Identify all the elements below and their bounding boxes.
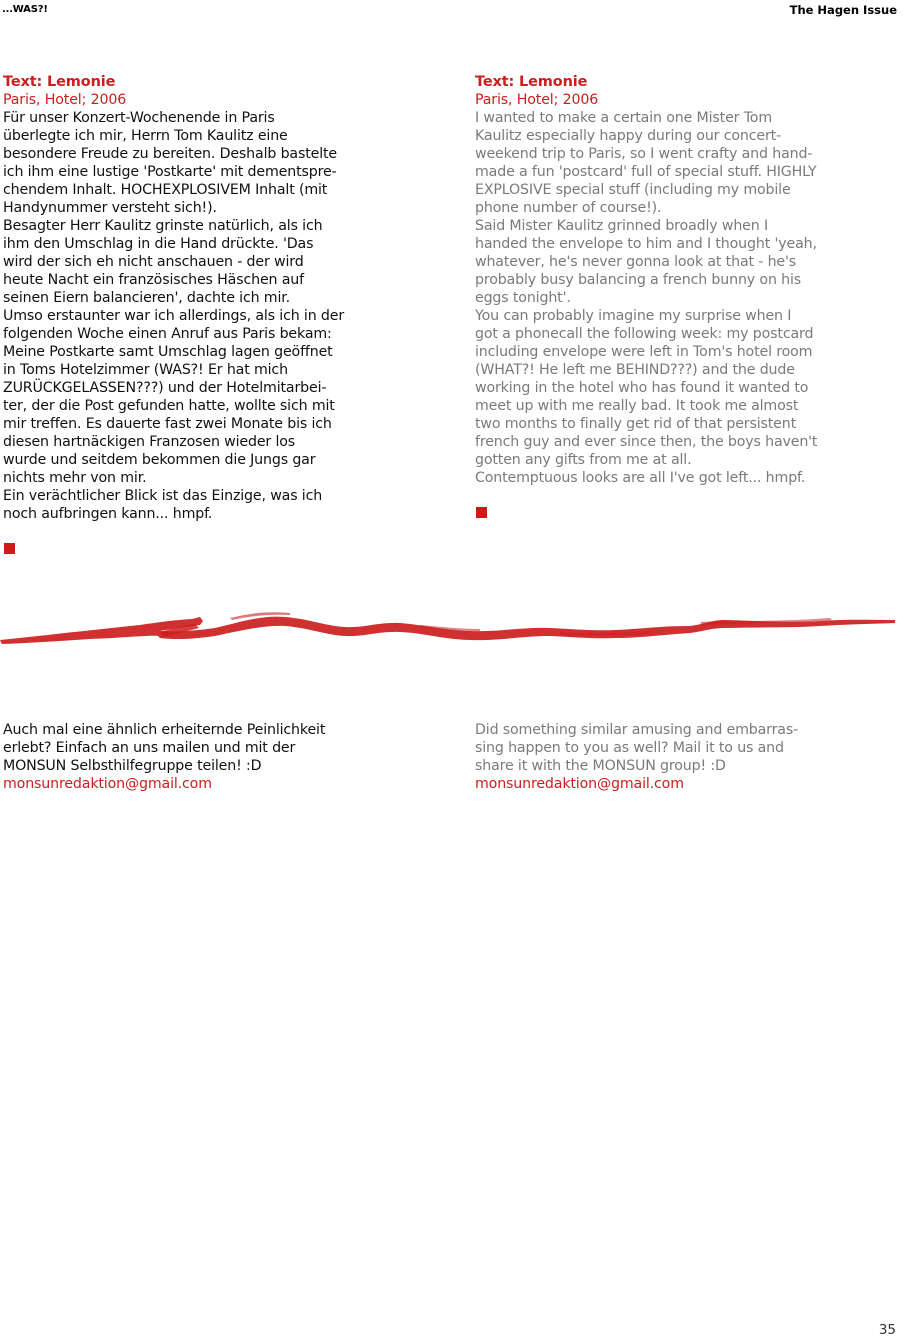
page-number: 35 bbox=[878, 1322, 896, 1338]
brush-stroke-divider bbox=[0, 598, 900, 646]
text-line: Umso erstaunter war ich allerdings, als ich in der bbox=[3, 308, 345, 324]
text-line: sing happen to you as well? Mail it to us and bbox=[475, 740, 784, 756]
text-line: whatever, he's never gonna look at that - he's bbox=[475, 254, 796, 270]
text-line: (WHAT?! He left me BEHIND???) and the dude bbox=[475, 362, 795, 378]
text-line: french guy and ever since then, the boys haven't bbox=[475, 434, 818, 450]
text-line: gotten any gifts from me at all. bbox=[475, 452, 692, 468]
text-line: mir treffen. Es dauerte fast zwei Monate bis ich bbox=[3, 416, 332, 432]
german-article bbox=[3, 73, 423, 523]
text-line: besondere Freude zu bereiten. Deshalb bastelte bbox=[3, 146, 337, 162]
text-line: noch aufbringen kann... hmpf. bbox=[3, 506, 213, 522]
text-line: chendem Inhalt. HOCHEXPLOSIVEM Inhalt (mit bbox=[3, 182, 328, 198]
text-line: Meine Postkarte samt Umschlag lagen geöffnet bbox=[3, 344, 333, 360]
text-line: got a phonecall the following week: my postcard bbox=[475, 326, 814, 342]
text-line: ich ihm eine lustige 'Postkarte' mit dementspre- bbox=[3, 164, 337, 180]
english-body bbox=[475, 109, 895, 487]
text-line: I wanted to make a certain one Mister Tom bbox=[475, 110, 772, 126]
german-call-to-action bbox=[3, 721, 423, 793]
text-line: überlegte ich mir, Herrn Tom Kaulitz eine bbox=[3, 128, 288, 144]
text-line: handed the envelope to him and I thought 'yeah, bbox=[475, 236, 817, 252]
text-line: two months to finally get rid of that persistent bbox=[475, 416, 797, 432]
english-call-to-action bbox=[475, 721, 895, 793]
text-line: ter, der die Post gefunden hatte, wollte sich mit bbox=[3, 398, 335, 414]
english-end-marker bbox=[476, 507, 487, 518]
text-line: MONSUN Selbsthilfegruppe teilen! :D bbox=[3, 758, 262, 774]
text-line: phone number of course!). bbox=[475, 200, 662, 216]
german-cta-text bbox=[3, 721, 423, 775]
text-line: Did something similar amusing and embarras- bbox=[475, 722, 799, 738]
german-author: Text: Lemonie bbox=[3, 74, 116, 90]
text-line: wurde und seitdem bekommen die Jungs gar bbox=[3, 452, 316, 468]
text-line: probably busy balancing a french bunny on his bbox=[475, 272, 802, 288]
text-line: made a fun 'postcard' full of special stuff. HIGHLY bbox=[475, 164, 817, 180]
text-line: ihm den Umschlag in die Hand drückte. 'Das bbox=[3, 236, 314, 252]
text-line: You can probably imagine my surprise when I bbox=[475, 308, 792, 324]
issue-title: The Hagen Issue bbox=[789, 3, 897, 17]
text-line: heute Nacht ein französisches Häschen auf bbox=[3, 272, 304, 288]
english-email-link[interactable]: monsunredaktion@gmail.com bbox=[475, 776, 684, 792]
english-article bbox=[475, 73, 895, 487]
english-place-date: Paris, Hotel; 2006 bbox=[475, 92, 599, 108]
german-email-link[interactable]: monsunredaktion@gmail.com bbox=[3, 776, 212, 792]
text-line: erlebt? Einfach an uns mailen und mit der bbox=[3, 740, 296, 756]
text-line: share it with the MONSUN group! :D bbox=[475, 758, 726, 774]
text-line: seinen Eiern balancieren', dachte ich mir. bbox=[3, 290, 291, 306]
text-line: ZURÜCKGELASSEN???) und der Hotelmitarbei- bbox=[3, 380, 327, 396]
text-line: in Toms Hotelzimmer (WAS?! Er hat mich bbox=[3, 362, 288, 378]
german-place-date: Paris, Hotel; 2006 bbox=[3, 92, 127, 108]
text-line: weekend trip to Paris, so I went crafty and hand- bbox=[475, 146, 813, 162]
german-body bbox=[3, 109, 423, 523]
text-line: Said Mister Kaulitz grinned broadly when I bbox=[475, 218, 768, 234]
text-line: eggs tonight'. bbox=[475, 290, 571, 306]
text-line: Ein verächtlicher Blick ist das Einzige, was ich bbox=[3, 488, 323, 504]
german-end-marker bbox=[4, 543, 15, 554]
text-line: Contemptuous looks are all I've got left... hmpf. bbox=[475, 470, 806, 486]
text-line: wird der sich eh nicht anschauen - der wird bbox=[3, 254, 304, 270]
text-line: Handynummer versteht sich!). bbox=[3, 200, 217, 216]
text-line: Auch mal eine ähnlich erheiternde Peinlichkeit bbox=[3, 722, 326, 738]
text-line: working in the hotel who has found it wanted to bbox=[475, 380, 809, 396]
text-line: meet up with me really bad. It took me almost bbox=[475, 398, 799, 414]
english-cta-text bbox=[475, 721, 895, 775]
text-line: Für unser Konzert-Wochenende in Paris bbox=[3, 110, 275, 126]
magazine-section-label: ...WAS?! bbox=[2, 4, 48, 15]
text-line: folgenden Woche einen Anruf aus Paris bekam: bbox=[3, 326, 332, 342]
text-line: including envelope were left in Tom's hotel room bbox=[475, 344, 813, 360]
english-author: Text: Lemonie bbox=[475, 74, 588, 90]
text-line: Kaulitz especially happy during our concert- bbox=[475, 128, 782, 144]
text-line: diesen hartnäckigen Franzosen wieder los bbox=[3, 434, 296, 450]
text-line: nichts mehr von mir. bbox=[3, 470, 147, 486]
text-line: EXPLOSIVE special stuff (including my mobile bbox=[475, 182, 791, 198]
text-line: Besagter Herr Kaulitz grinste natürlich, als ich bbox=[3, 218, 323, 234]
